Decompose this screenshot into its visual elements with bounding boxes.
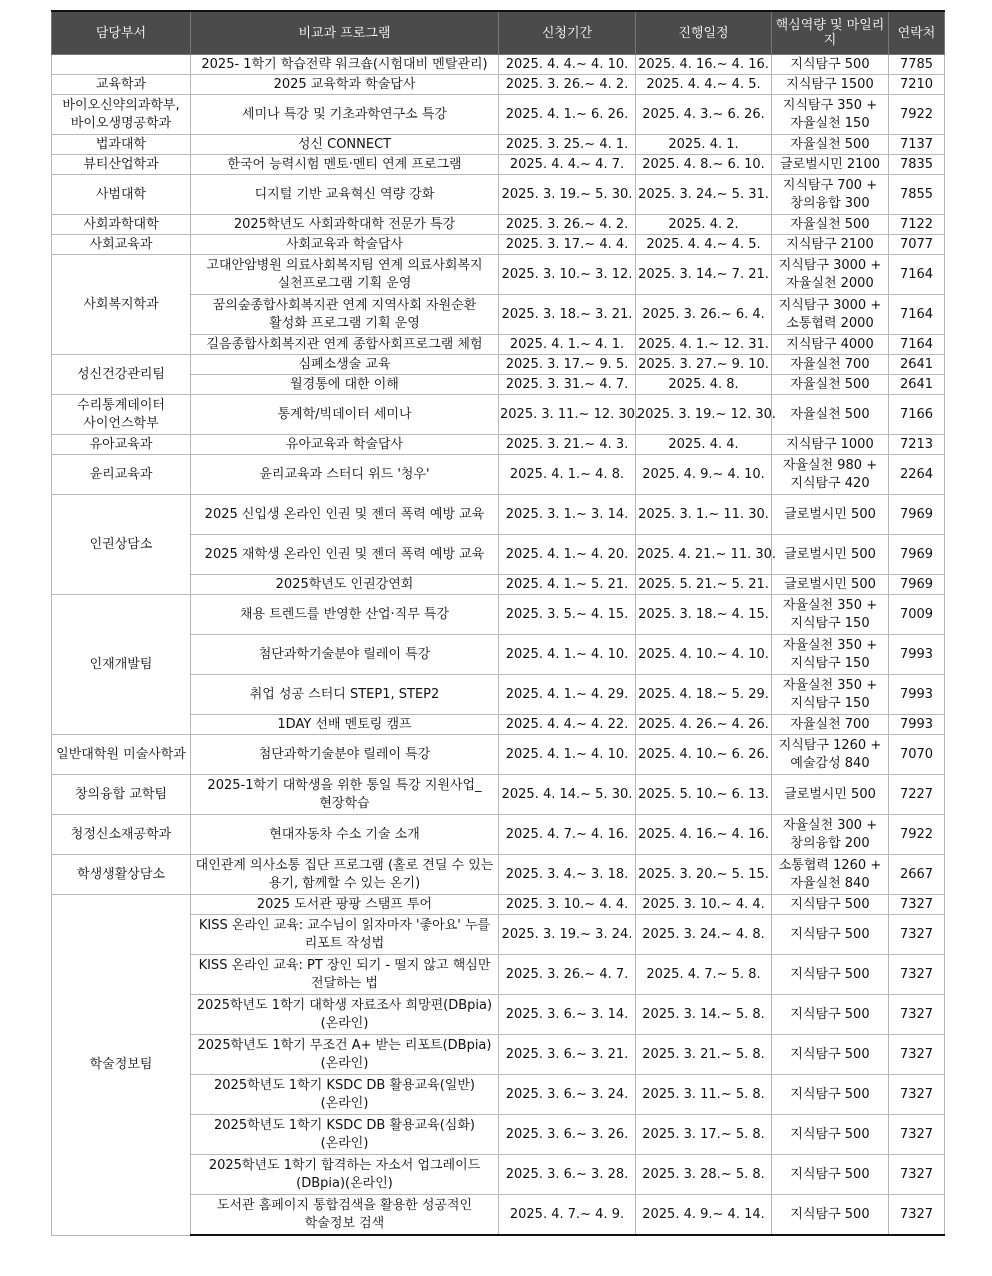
apply-period-cell: 2025. 4. 7.~ 4. 9. bbox=[499, 1195, 636, 1236]
mileage-cell: 글로벌시민 500 bbox=[772, 495, 889, 535]
phone-cell: 7327 bbox=[889, 1075, 945, 1115]
schedule-cell: 2025. 3. 24.~ 4. 8. bbox=[636, 915, 772, 955]
schedule-cell: 2025. 5. 21.~ 5. 21. bbox=[636, 575, 772, 595]
program-cell: 현대자동차 수소 기술 소개 bbox=[191, 815, 499, 855]
table-row bbox=[52, 775, 945, 815]
program-table bbox=[51, 10, 945, 1236]
table-row bbox=[52, 235, 945, 255]
mileage-cell: 지식탐구 700 + 창의융합 300 bbox=[772, 175, 889, 215]
mileage-cell: 자율실천 500 bbox=[772, 215, 889, 235]
schedule-cell: 2025. 3. 10.~ 4. 4. bbox=[636, 895, 772, 915]
apply-period-cell: 2025. 3. 25.~ 4. 1. bbox=[499, 135, 636, 155]
schedule-cell: 2025. 3. 20.~ 5. 15. bbox=[636, 855, 772, 895]
program-cell: 도서관 홈페이지 통합검색을 활용한 성공적인 학술정보 검색 bbox=[191, 1195, 499, 1236]
schedule-cell: 2025. 5. 10.~ 6. 13. bbox=[636, 775, 772, 815]
table-row bbox=[52, 175, 945, 215]
schedule-cell: 2025. 3. 24.~ 5. 31. bbox=[636, 175, 772, 215]
apply-period-cell: 2025. 3. 17.~ 4. 4. bbox=[499, 235, 636, 255]
program-cell: 2025학년도 1학기 대학생 자료조사 희망편(DBpia)(온라인) bbox=[191, 995, 499, 1035]
schedule-cell: 2025. 3. 26.~ 6. 4. bbox=[636, 295, 772, 335]
apply-period-cell: 2025. 3. 6.~ 3. 24. bbox=[499, 1075, 636, 1115]
schedule-cell: 2025. 4. 8. bbox=[636, 375, 772, 395]
phone-cell: 7969 bbox=[889, 575, 945, 595]
apply-period-cell: 2025. 4. 1.~ 4. 29. bbox=[499, 675, 636, 715]
mileage-cell: 자율실천 700 bbox=[772, 715, 889, 735]
apply-period-cell: 2025. 3. 10.~ 3. 12. bbox=[499, 255, 636, 295]
apply-period-cell: 2025. 3. 6.~ 3. 28. bbox=[499, 1155, 636, 1195]
table-row bbox=[52, 435, 945, 455]
phone-cell: 7327 bbox=[889, 1115, 945, 1155]
program-cell: 2025- 1학기 학습전략 워크숍(시험대비 멘탈관리) bbox=[191, 55, 499, 75]
dept-cell: 인재개발팀 bbox=[52, 595, 191, 735]
dept-cell: 사회복지학과 bbox=[52, 255, 191, 355]
phone-cell: 7122 bbox=[889, 215, 945, 235]
program-cell: 통계학/빅데이터 세미나 bbox=[191, 395, 499, 435]
table-row bbox=[52, 55, 945, 75]
apply-period-cell: 2025. 4. 1.~ 4. 20. bbox=[499, 535, 636, 575]
apply-period-cell: 2025. 4. 1.~ 4. 8. bbox=[499, 455, 636, 495]
dept-cell: 성신건강관리팀 bbox=[52, 355, 191, 395]
schedule-cell: 2025. 4. 18.~ 5. 29. bbox=[636, 675, 772, 715]
table-row bbox=[52, 395, 945, 435]
apply-period-cell: 2025. 3. 21.~ 4. 3. bbox=[499, 435, 636, 455]
schedule-cell: 2025. 3. 18.~ 4. 15. bbox=[636, 595, 772, 635]
schedule-cell: 2025. 4. 26.~ 4. 26. bbox=[636, 715, 772, 735]
phone-cell: 7993 bbox=[889, 675, 945, 715]
table-row bbox=[52, 95, 945, 135]
schedule-cell: 2025. 3. 19.~ 12. 30. bbox=[636, 395, 772, 435]
program-cell: 2025학년도 1학기 합격하는 자소서 업그레이드(DBpia)(온라인) bbox=[191, 1155, 499, 1195]
program-cell: 꿈의숲종합사회복지관 연계 지역사회 자원순환 활성화 프로그램 기획 운영 bbox=[191, 295, 499, 335]
apply-period-cell: 2025. 3. 17.~ 9. 5. bbox=[499, 355, 636, 375]
mileage-cell: 지식탐구 1500 bbox=[772, 75, 889, 95]
phone-cell: 7137 bbox=[889, 135, 945, 155]
schedule-cell: 2025. 4. 4.~ 4. 5. bbox=[636, 75, 772, 95]
program-cell: 사회교육과 학술답사 bbox=[191, 235, 499, 255]
mileage-cell: 자율실천 300 + 창의융합 200 bbox=[772, 815, 889, 855]
schedule-cell: 2025. 4. 8.~ 6. 10. bbox=[636, 155, 772, 175]
table-row bbox=[52, 495, 945, 535]
dept-cell: 청정신소재공학과 bbox=[52, 815, 191, 855]
schedule-cell: 2025. 4. 2. bbox=[636, 215, 772, 235]
program-cell: 2025학년도 1학기 무조건 A+ 받는 리포트(DBpia)(온라인) bbox=[191, 1035, 499, 1075]
header-dept: 담당부서 bbox=[52, 11, 191, 55]
apply-period-cell: 2025. 3. 19.~ 5. 30. bbox=[499, 175, 636, 215]
header-phone: 연락처 bbox=[889, 11, 945, 55]
program-cell: 2025학년도 인권강연회 bbox=[191, 575, 499, 595]
apply-period-cell: 2025. 3. 26.~ 4. 2. bbox=[499, 75, 636, 95]
mileage-cell: 자율실천 500 bbox=[772, 135, 889, 155]
program-cell: 한국어 능력시험 멘토·멘티 연계 프로그램 bbox=[191, 155, 499, 175]
schedule-cell: 2025. 4. 4.~ 4. 5. bbox=[636, 235, 772, 255]
apply-period-cell: 2025. 3. 18.~ 3. 21. bbox=[499, 295, 636, 335]
phone-cell: 2667 bbox=[889, 855, 945, 895]
apply-period-cell: 2025. 3. 26.~ 4. 2. bbox=[499, 215, 636, 235]
table-row bbox=[52, 155, 945, 175]
apply-period-cell: 2025. 4. 7.~ 4. 16. bbox=[499, 815, 636, 855]
program-cell: 디지털 기반 교육혁신 역량 강화 bbox=[191, 175, 499, 215]
header-program: 비교과 프로그램 bbox=[191, 11, 499, 55]
schedule-cell: 2025. 3. 21.~ 5. 8. bbox=[636, 1035, 772, 1075]
table-row bbox=[52, 595, 945, 635]
schedule-cell: 2025. 4. 9.~ 4. 14. bbox=[636, 1195, 772, 1236]
apply-period-cell: 2025. 4. 1.~ 6. 26. bbox=[499, 95, 636, 135]
mileage-cell: 지식탐구 500 bbox=[772, 1195, 889, 1236]
dept-cell: 바이오신약의과학부, 바이오생명공학과 bbox=[52, 95, 191, 135]
phone-cell: 7009 bbox=[889, 595, 945, 635]
phone-cell: 7969 bbox=[889, 535, 945, 575]
apply-period-cell: 2025. 3. 26.~ 4. 7. bbox=[499, 955, 636, 995]
header-mileage: 핵심역량 및 마일리지 bbox=[772, 11, 889, 55]
program-cell: 세미나 특강 및 기초과학연구소 특강 bbox=[191, 95, 499, 135]
dept-cell: 일반대학원 미술사학과 bbox=[52, 735, 191, 775]
schedule-cell: 2025. 4. 7.~ 5. 8. bbox=[636, 955, 772, 995]
phone-cell: 7070 bbox=[889, 735, 945, 775]
table-row bbox=[52, 215, 945, 235]
mileage-cell: 자율실천 500 bbox=[772, 395, 889, 435]
mileage-cell: 자율실천 350 + 지식탐구 150 bbox=[772, 595, 889, 635]
schedule-cell: 2025. 3. 1.~ 11. 30. bbox=[636, 495, 772, 535]
dept-cell: 수리통계데이터 사이언스학부 bbox=[52, 395, 191, 435]
mileage-cell: 글로벌시민 500 bbox=[772, 535, 889, 575]
program-cell: 월경통에 대한 이해 bbox=[191, 375, 499, 395]
mileage-cell: 지식탐구 500 bbox=[772, 915, 889, 955]
program-cell: 채용 트렌드를 반영한 산업·직무 특강 bbox=[191, 595, 499, 635]
table-row bbox=[52, 135, 945, 155]
program-cell: 고대안암병원 의료사회복지팀 연계 의료사회복지 실천프로그램 기획 운영 bbox=[191, 255, 499, 295]
phone-cell: 7993 bbox=[889, 635, 945, 675]
phone-cell: 7969 bbox=[889, 495, 945, 535]
table-row bbox=[52, 735, 945, 775]
dept-cell: 사회교육과 bbox=[52, 235, 191, 255]
dept-cell: 유아교육과 bbox=[52, 435, 191, 455]
program-cell: 대인관계 의사소통 집단 프로그램 (홀로 견딜 수 있는 용기, 함께할 수 있는 온기) bbox=[191, 855, 499, 895]
program-cell: 취업 성공 스터디 STEP1, STEP2 bbox=[191, 675, 499, 715]
phone-cell: 2264 bbox=[889, 455, 945, 495]
schedule-cell: 2025. 4. 3.~ 6. 26. bbox=[636, 95, 772, 135]
apply-period-cell: 2025. 3. 4.~ 3. 18. bbox=[499, 855, 636, 895]
phone-cell: 7922 bbox=[889, 815, 945, 855]
table-row bbox=[52, 895, 945, 915]
mileage-cell: 소통협력 1260 + 자율실천 840 bbox=[772, 855, 889, 895]
mileage-cell: 자율실천 700 bbox=[772, 355, 889, 375]
apply-period-cell: 2025. 3. 6.~ 3. 26. bbox=[499, 1115, 636, 1155]
dept-cell: 법과대학 bbox=[52, 135, 191, 155]
mileage-cell: 지식탐구 500 bbox=[772, 895, 889, 915]
phone-cell: 7327 bbox=[889, 955, 945, 995]
phone-cell: 2641 bbox=[889, 355, 945, 375]
program-cell: KISS 온라인 교육: 교수님이 읽자마자 '좋아요' 누를 리포트 작성법 bbox=[191, 915, 499, 955]
header-apply: 신청기간 bbox=[499, 11, 636, 55]
program-cell: 첨단과학기술분야 릴레이 특강 bbox=[191, 635, 499, 675]
apply-period-cell: 2025. 4. 4.~ 4. 7. bbox=[499, 155, 636, 175]
dept-cell: 인권상담소 bbox=[52, 495, 191, 595]
dept-cell: 사범대학 bbox=[52, 175, 191, 215]
table-row bbox=[52, 255, 945, 295]
mileage-cell: 지식탐구 500 bbox=[772, 1155, 889, 1195]
mileage-cell: 지식탐구 500 bbox=[772, 995, 889, 1035]
program-cell: 2025-1학기 대학생을 위한 통일 특강 지원사업_현장학습 bbox=[191, 775, 499, 815]
apply-period-cell: 2025. 4. 4.~ 4. 10. bbox=[499, 55, 636, 75]
schedule-cell: 2025. 4. 1. bbox=[636, 135, 772, 155]
phone-cell: 7077 bbox=[889, 235, 945, 255]
phone-cell: 7327 bbox=[889, 1035, 945, 1075]
phone-cell: 7210 bbox=[889, 75, 945, 95]
table-row bbox=[52, 455, 945, 495]
program-cell: 첨단과학기술분야 릴레이 특강 bbox=[191, 735, 499, 775]
mileage-cell: 지식탐구 500 bbox=[772, 1115, 889, 1155]
schedule-cell: 2025. 3. 14.~ 5. 8. bbox=[636, 995, 772, 1035]
table-body bbox=[52, 55, 945, 1236]
apply-period-cell: 2025. 3. 1.~ 3. 14. bbox=[499, 495, 636, 535]
phone-cell: 7785 bbox=[889, 55, 945, 75]
apply-period-cell: 2025. 4. 1.~ 5. 21. bbox=[499, 575, 636, 595]
apply-period-cell: 2025. 4. 4.~ 4. 22. bbox=[499, 715, 636, 735]
program-cell: 1DAY 선배 멘토링 캠프 bbox=[191, 715, 499, 735]
dept-cell: 학생생활상담소 bbox=[52, 855, 191, 895]
mileage-cell: 글로벌시민 2100 bbox=[772, 155, 889, 175]
program-cell: 2025 재학생 온라인 인권 및 젠더 폭력 예방 교육 bbox=[191, 535, 499, 575]
schedule-cell: 2025. 4. 10.~ 4. 10. bbox=[636, 635, 772, 675]
dept-cell: 교육학과 bbox=[52, 75, 191, 95]
program-cell: 유아교육과 학술답사 bbox=[191, 435, 499, 455]
apply-period-cell: 2025. 3. 6.~ 3. 21. bbox=[499, 1035, 636, 1075]
schedule-cell: 2025. 3. 14.~ 7. 21. bbox=[636, 255, 772, 295]
apply-period-cell: 2025. 3. 11.~ 12. 30. bbox=[499, 395, 636, 435]
phone-cell: 7327 bbox=[889, 915, 945, 955]
mileage-cell: 자율실천 350 + 지식탐구 150 bbox=[772, 675, 889, 715]
phone-cell: 7855 bbox=[889, 175, 945, 215]
mileage-cell: 지식탐구 350 + 자율실천 150 bbox=[772, 95, 889, 135]
mileage-cell: 지식탐구 3000 + 소통협력 2000 bbox=[772, 295, 889, 335]
apply-period-cell: 2025. 3. 19.~ 3. 24. bbox=[499, 915, 636, 955]
apply-period-cell: 2025. 4. 1.~ 4. 10. bbox=[499, 735, 636, 775]
mileage-cell: 지식탐구 2100 bbox=[772, 235, 889, 255]
schedule-cell: 2025. 3. 27.~ 9. 10. bbox=[636, 355, 772, 375]
mileage-cell: 지식탐구 500 bbox=[772, 1075, 889, 1115]
schedule-cell: 2025. 4. 16.~ 4. 16. bbox=[636, 815, 772, 855]
phone-cell: 7164 bbox=[889, 295, 945, 335]
program-cell: 2025학년도 사회과학대학 전문가 특강 bbox=[191, 215, 499, 235]
phone-cell: 2641 bbox=[889, 375, 945, 395]
mileage-cell: 지식탐구 1000 bbox=[772, 435, 889, 455]
program-cell: 심폐소생술 교육 bbox=[191, 355, 499, 375]
schedule-cell: 2025. 4. 4. bbox=[636, 435, 772, 455]
dept-cell: 창의융합 교학팀 bbox=[52, 775, 191, 815]
schedule-cell: 2025. 3. 11.~ 5. 8. bbox=[636, 1075, 772, 1115]
apply-period-cell: 2025. 3. 10.~ 4. 4. bbox=[499, 895, 636, 915]
dept-cell bbox=[52, 55, 191, 75]
header-row bbox=[52, 11, 945, 55]
dept-cell: 윤리교육과 bbox=[52, 455, 191, 495]
program-cell: 길음종합사회복지관 연계 종합사회프로그램 체험 bbox=[191, 335, 499, 355]
phone-cell: 7166 bbox=[889, 395, 945, 435]
phone-cell: 7327 bbox=[889, 1195, 945, 1236]
table-row bbox=[52, 815, 945, 855]
schedule-cell: 2025. 4. 9.~ 4. 10. bbox=[636, 455, 772, 495]
program-cell: 2025학년도 1학기 KSDC DB 활용교육(심화)(온라인) bbox=[191, 1115, 499, 1155]
apply-period-cell: 2025. 3. 6.~ 3. 14. bbox=[499, 995, 636, 1035]
mileage-cell: 지식탐구 4000 bbox=[772, 335, 889, 355]
mileage-cell: 지식탐구 500 bbox=[772, 1035, 889, 1075]
phone-cell: 7164 bbox=[889, 335, 945, 355]
dept-cell: 뷰티산업학과 bbox=[52, 155, 191, 175]
program-cell: 2025학년도 1학기 KSDC DB 활용교육(일반)(온라인) bbox=[191, 1075, 499, 1115]
apply-period-cell: 2025. 4. 1.~ 4. 10. bbox=[499, 635, 636, 675]
dept-cell: 사회과학대학 bbox=[52, 215, 191, 235]
table-row bbox=[52, 855, 945, 895]
header-schedule: 진행일정 bbox=[636, 11, 772, 55]
mileage-cell: 글로벌시민 500 bbox=[772, 575, 889, 595]
mileage-cell: 자율실천 980 + 지식탐구 420 bbox=[772, 455, 889, 495]
apply-period-cell: 2025. 4. 14.~ 5. 30. bbox=[499, 775, 636, 815]
program-cell: KISS 온라인 교육: PT 장인 되기 - 떨지 않고 핵심만 전달하는 법 bbox=[191, 955, 499, 995]
mileage-cell: 글로벌시민 500 bbox=[772, 775, 889, 815]
phone-cell: 7213 bbox=[889, 435, 945, 455]
apply-period-cell: 2025. 4. 1.~ 4. 1. bbox=[499, 335, 636, 355]
program-cell: 2025 교육학과 학술답사 bbox=[191, 75, 499, 95]
apply-period-cell: 2025. 3. 5.~ 4. 15. bbox=[499, 595, 636, 635]
schedule-cell: 2025. 3. 17.~ 5. 8. bbox=[636, 1115, 772, 1155]
schedule-cell: 2025. 4. 1.~ 12. 31. bbox=[636, 335, 772, 355]
program-cell: 2025 도서관 팡팡 스탬프 투어 bbox=[191, 895, 499, 915]
mileage-cell: 지식탐구 500 bbox=[772, 55, 889, 75]
schedule-cell: 2025. 4. 16.~ 4. 16. bbox=[636, 55, 772, 75]
phone-cell: 7327 bbox=[889, 995, 945, 1035]
program-cell: 윤리교육과 스터디 위드 '청우' bbox=[191, 455, 499, 495]
phone-cell: 7327 bbox=[889, 1155, 945, 1195]
mileage-cell: 지식탐구 500 bbox=[772, 955, 889, 995]
phone-cell: 7227 bbox=[889, 775, 945, 815]
phone-cell: 7164 bbox=[889, 255, 945, 295]
program-cell: 성신 CONNECT bbox=[191, 135, 499, 155]
dept-cell: 학술정보팀 bbox=[52, 895, 191, 1236]
schedule-cell: 2025. 4. 10.~ 6. 26. bbox=[636, 735, 772, 775]
table-row bbox=[52, 355, 945, 375]
phone-cell: 7993 bbox=[889, 715, 945, 735]
schedule-cell: 2025. 4. 21.~ 11. 30. bbox=[636, 535, 772, 575]
apply-period-cell: 2025. 3. 31.~ 4. 7. bbox=[499, 375, 636, 395]
phone-cell: 7327 bbox=[889, 895, 945, 915]
mileage-cell: 자율실천 350 + 지식탐구 150 bbox=[772, 635, 889, 675]
mileage-cell: 지식탐구 1260 + 예술감성 840 bbox=[772, 735, 889, 775]
program-cell: 2025 신입생 온라인 인권 및 젠더 폭력 예방 교육 bbox=[191, 495, 499, 535]
mileage-cell: 지식탐구 3000 + 자율실천 2000 bbox=[772, 255, 889, 295]
schedule-cell: 2025. 3. 28.~ 5. 8. bbox=[636, 1155, 772, 1195]
mileage-cell: 자율실천 500 bbox=[772, 375, 889, 395]
phone-cell: 7922 bbox=[889, 95, 945, 135]
phone-cell: 7835 bbox=[889, 155, 945, 175]
table-row bbox=[52, 75, 945, 95]
